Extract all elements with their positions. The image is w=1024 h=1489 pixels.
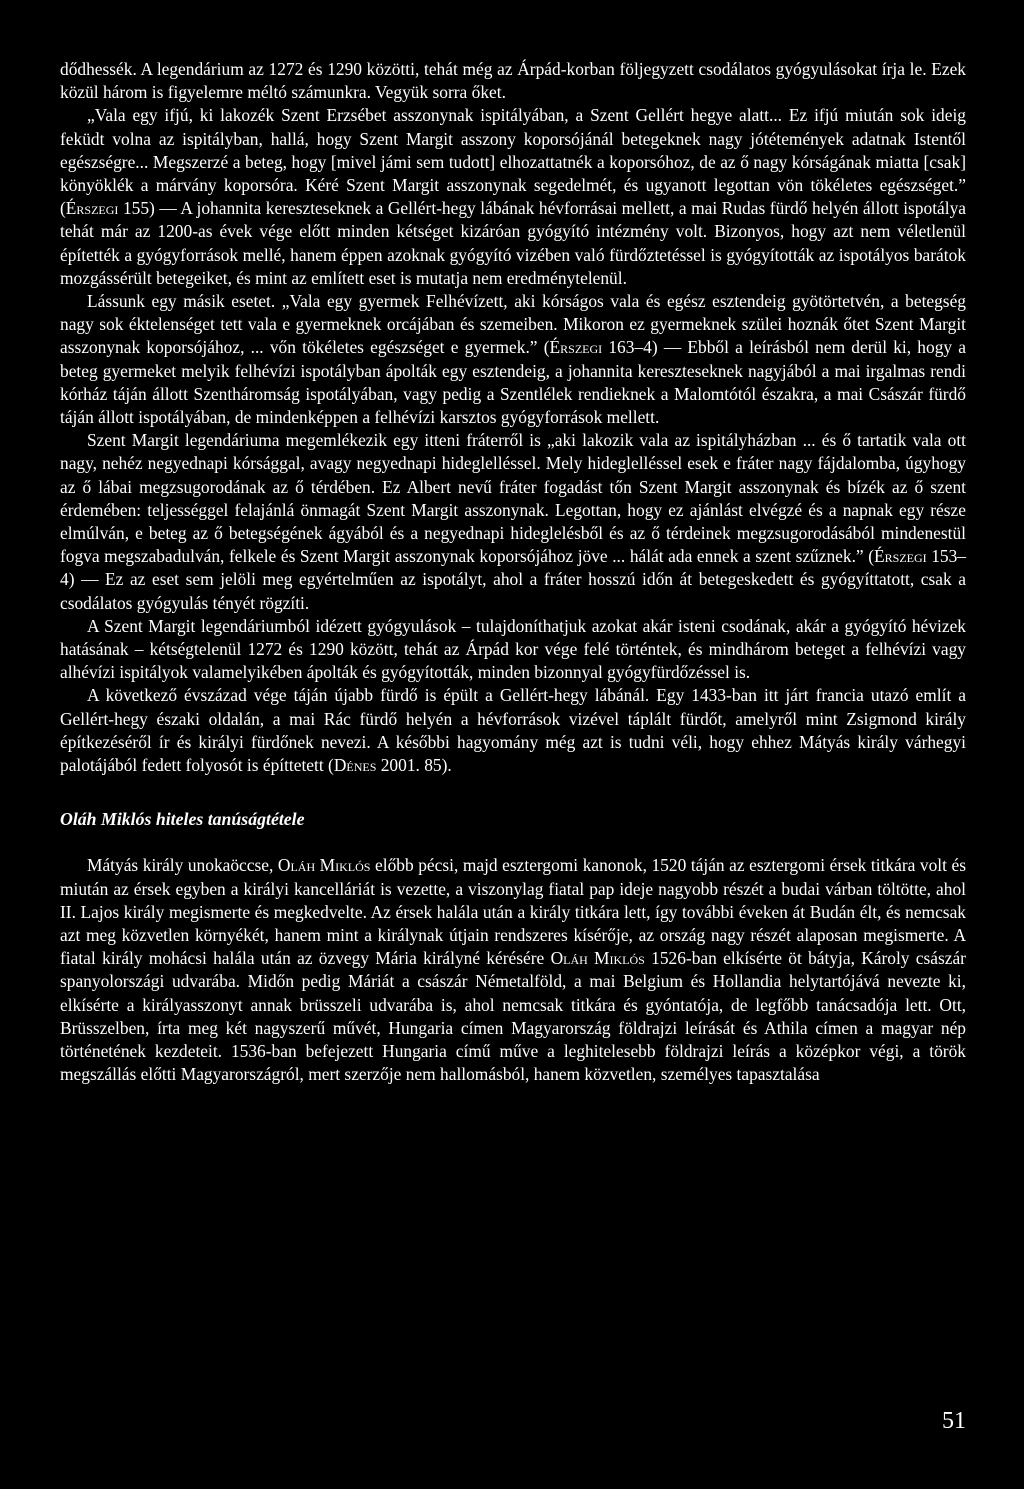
citation-year: 2001. 85). (376, 755, 452, 776)
paragraph-third-case (60, 429, 966, 615)
paragraph-summary: A Szent Margit legendáriumból idézett gyógyulások – tulajdoníthatjuk azokat akár isteni csodának, akár a gyógyító hévizek hatásának – kétségtelenül 1272 és 1290 között, tehát az Árpád kor vége felé történtek, és mindhárom beteget a felhévízi vagy alhévízi ispitályok valamelyikében ápolták és gyógyították, minden bizonnyal gyógyfürdőzéssel is. (60, 615, 966, 683)
text-part: Mátyás király unokaöccse, (87, 855, 278, 876)
citation-author: Érszegi (874, 546, 927, 567)
quote-first-case: „Vala egy ifjú, ki lakozék Szent Erzsébet asszonynak ispitályában, a Szent Gellért hegye alatt... Ez ifjú miután sok ideig feküdt volna az ispitályban, hallá, hogy Szent Margit asszony koporsójánál betegeknek nagy jótétemények adatnak Istentől egészségre... Megszerzé a beteg, hogy [mivel jámi sem tudott] elhozattatnék a koporsóhoz, de az ő nagy kórságának miatta [csak] könyöklék a márvány koporsóra. Kéré Szent Margit asszonynak segedelmét, és ugyanott legottan vön tökéletes egészséget.” ( (60, 105, 966, 219)
citation-author: Érszegi (65, 198, 119, 219)
page-body (60, 58, 966, 1086)
citation-commentary: 163–4) — Ebből a leírásból nem derül ki, hogy a beteg gyermeket melyik felhévízi ispotályban ápolták egy esztendeig, a johannita kereszteseknek nagyjából a mai irgalmas rendi kórház táján állott Szentháromság ispotályában, vagy pedig a Szentlélek rendieknek a Malomtótól északra, a mai Császár fürdő táján állott ispotályában, de mindenképpen a felhévízi karsztos gyógyforrások mellett. (60, 337, 967, 428)
citation-author: Érszegi (549, 337, 603, 358)
page-number: 51 (942, 1408, 966, 1434)
citation-commentary: 155) — A johannita kereszteseknek a Gellért-hegy lábának hévforrásai mellett, a mai Rudas fürdő helyén állott ispotálya tehát már az 1200-as évek vége előtt minden kétséget kizáróan gyógyító intézmény volt. Bizonyos, hogy azt nem véletlenül építették a gyógyforrások mellé, hanem éppen azoknak gyógyító vizében való fürdőztetéssel is gyógyították az ispotályos barátok mozgássérült betegeiket, és mint az említett eset is mutatja nem eredménytelenül. (60, 198, 966, 288)
text-part: 1526-ban elkísérte öt bátyja, Károly császár spanyolországi udvarába. Midőn pedig Máriát a császár Németalföld, a mai Belgium és Hollandia helytartójává nevezte ki, elkísérte a királyasszonyt annak brüsszeli udvarába is, ahol nemcsak titkára és gyóntatója, de legfőbb tanácsadója lett. Ott, Brüsszelben, írta meg két nagyszerű művét, Hungaria címen Magyarország földrajzi leírását és Athila címen a magyar nép történetének kezdeteit. 1536-ban befejezett Hungaria című műve a leghitelesebb földrajzi leírás a középkor végi, a török megszállás előtti Magyarországról, mert szerzője nem hallomásból, hanem közvetlen, személyes tapasztalása (60, 948, 966, 1085)
paragraph-second-case (60, 290, 966, 429)
paragraph-first-case (60, 104, 966, 290)
quote-third-case: Szent Margit legendáriuma megemlékezik egy itteni fráterről is „aki lakozik vala az ispitályházban ... és ő tartatik vala ott nagy, nehéz negyednapi kórsággal, avagy negyednapi hideglelléssel. Mely hideglelléssel esek e fráter nagy fájdalomba, úgyhogy az ő lábai megzsugorodának az ő térdében. Ez Albert nevű fráter fogadást tőn Szent Margit asszonynak és bízék az ő szent érdemében: teljességgel felajánlá önmagát Szent Margit asszonynak. Legottan, hogy ez ajánlást elvégzé és a napnak egy része elmúlván, e beteg az ő betegségének ágyából és a negyednapi hideglelésből és az ő térdeinek megzsugorodásából mindenestül fogva megszabadulván, felkele és Szent Margit asszonynak koporsójához jöve ... hálát ada ennek a szent szűznek.” ( (60, 430, 966, 567)
citation-author: Dénes (333, 755, 377, 776)
citation-commentary: 153–4) — Ez az eset sem jelöli meg egyértelműen az ispotályt, ahol a fráter hosszú időn át betegeskedett és gyógyíttatott, csak a csodálatos gyógyulás tényét rögzíti. (60, 546, 966, 613)
paragraph-intro: dődhessék. A legendárium az 1272 és 1290 közötti, tehát még az Árpád-korban följegyzett csodálatos gyógyulásokat írja le. Ezek közül három is figyelemre méltó számunkra. Vegyük sorra őket. (60, 59, 966, 103)
paragraph-olah-miklos (60, 854, 966, 1086)
text-part: előbb pécsi, majd esztergomi kanonok, 1520 táján az esztergomi érsek titkára volt és miután az érsek egyben a királyi kancelláriát is vezette, a viszonylag fiatal pap ideje nagyobb részét a budai várban töltötte, ahol II. Lajos király megismerte és megkedvelte. Az érsek halála után a király titkára lett, így további éveken át Budán élt, és nemcsak azt meg közvetlen környékét, hanem mint a királynak útjain rendszeres kísérője, az ország nagy részét alaposan megismerte. A fiatal király mohácsi halála után az özvegy Mária királyné kérésére (60, 855, 966, 969)
person-name: Oláh Miklós (277, 855, 371, 876)
quote-second-case: Lássunk egy másik esetet. „Vala egy gyermek Felhévízett, aki kórságos vala és egész esztendeig gyötörtetvén, a betegség nagy sok éktelenséget tett vala e gyermeknek orcájában és szemeiben. Mikoron ez gyermeknek szülei hoznák őtet Szent Margit asszonynak koporsójához, ... vőn tökéletes egészséget e gyermek.” ( (60, 291, 966, 358)
section-heading: Oláh Miklós hiteles tanúságtétele (60, 809, 305, 830)
text-next-century: A következő évszázad vége táján újabb fürdő is épült a Gellért-hegy lábánál. Egy 1433-ban itt járt francia utazó említ a Gellért-hegy északi oldalán, a mai Rác fürdő helyén a hévforrások vizével táplált fürdőt, amelyről mint Zsigmond király építkezéséről ír és királyi fürdőnek nevezi. A későbbi hagyomány még azt is tudni véli, hogy ehhez Mátyás király várhegyi palotájából fedett folyosót is építtetett ( (60, 685, 966, 776)
person-name: Oláh Miklós (550, 948, 645, 969)
paragraph-next-century (60, 684, 966, 777)
